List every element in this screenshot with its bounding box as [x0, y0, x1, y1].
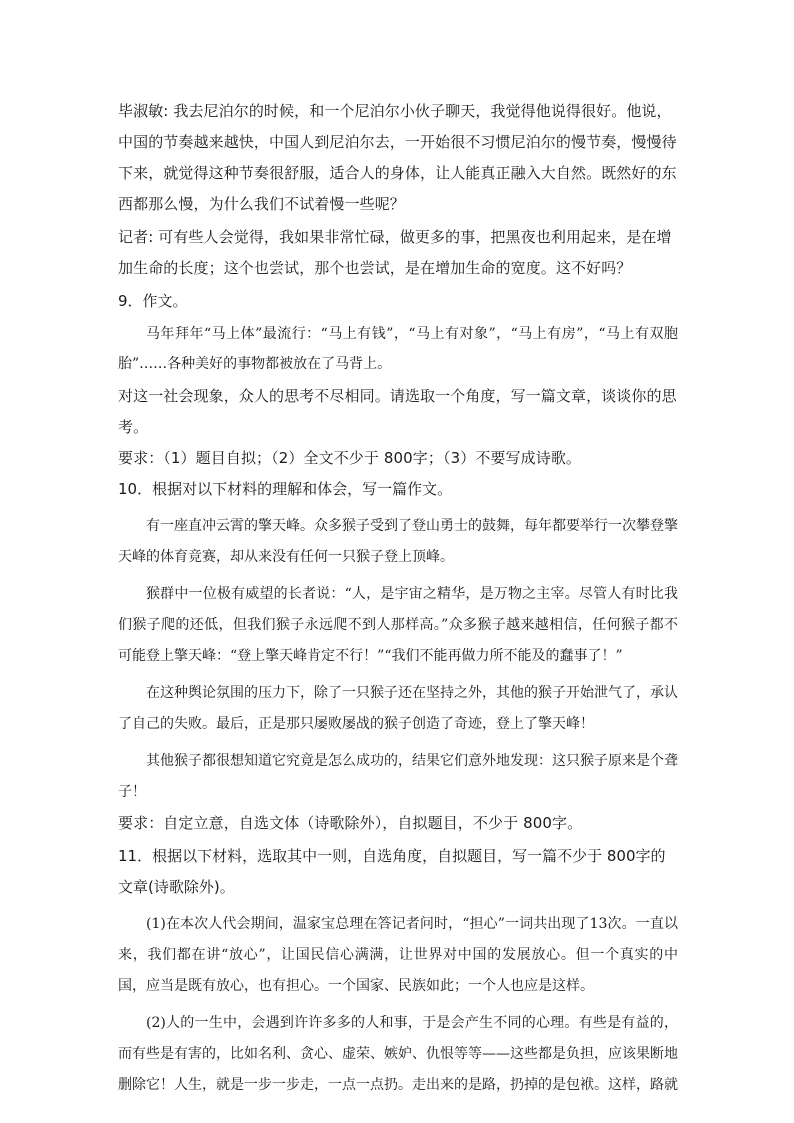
question-9-title: 9．作文。	[118, 292, 188, 310]
question-10-requirement: 要求：自定立意，自选文体（诗歌除外），自拟题目，不少于 800字。	[118, 814, 583, 832]
question-11-paragraph: (2)人的一生中，会遇到许许多多的人和事，于是会产生不同的心理。有些是有益的，而有些是有害的，比如名利、贪心、虚荣、嫉妒、仇恨等等——这些都是负担，应该果断地删除它！人生，就是一步一步走，一点一点扔。走出来的是路，扔掉的是包袱。这样，路就	[118, 1015, 678, 1093]
dialogue-reporter: 记者: 可有些人会觉得，我如果非常忙碌，做更多的事，把黑夜也利用起来，是在增加生命的长度；这个也尝试，那个也尝试，是在增加生命的宽度。这不好吗？	[118, 228, 672, 277]
question-9-requirement: 要求：（1）题目自拟；（2）全文不少于 800字；（3）不要写成诗歌。	[118, 449, 582, 467]
question-10-paragraph: 有一座直冲云霄的擎天峰。众多猴子受到了登山勇士的鼓舞，每年都要举行一次攀登擎天峰的体育竞赛，却从来没有任何一只猴子登上顶峰。	[118, 518, 678, 565]
question-9-material: 马年拜年“马上体”最流行：“马上有钱”，“马上有对象”，“马上有房”，“马上有双胞胎”……各种美好的事物都被放在了马背上。	[118, 326, 678, 372]
question-10-paragraph: 在这种舆论氛围的压力下，除了一只猴子还在坚持之外，其他的猴子开始泄气了，承认了自己的失败。最后，正是那只屡败屡战的猴子创造了奇迹，登上了擎天峰！	[118, 685, 678, 732]
question-11-paragraph: (1)在本次人代会期间，温家宝总理在答记者问时，“担心”一词共出现了13次。一直以来，我们都在讲“放心”，让国民信心满满，让世界对中国的发展放心。但一个真实的中国，应当是既有放心，也有担心。一个国家、民族如此；一个人也应是这样。	[118, 916, 678, 994]
question-10-paragraph: 其他猴子都很想知道它究竟是怎么成功的，结果它们意外地发现：这只猴子原来是个聋子！	[118, 753, 678, 800]
question-10-paragraph: 猴群中一位极有威望的长者说：“人，是宇宙之精华，是万物之主宰。尽管人有时比我们猴子爬的还低，但我们猴子永远爬不到人那样高。”众多猴子越来越相信，任何猴子都不可能登上擎天峰：“登上擎天峰肯定不行！”“我们不能再做力所不能及的蠢事了！”	[118, 586, 678, 664]
document-body	[118, 96, 678, 1101]
dialogue-bi: 毕淑敏: 我去尼泊尔的时候，和一个尼泊尔小伙子聊天，我觉得他说得很好。他说，中国的节奏越来越快，中国人到尼泊尔去，一开始很不习惯尼泊尔的慢节奏，慢慢待下来，就觉得这种节奏很舒服，适合人的身体，让人能真正融入大自然。既然好的东西都那么慢，为什么我们不试着慢一些呢？	[118, 102, 677, 213]
question-11-title: 11．根据以下材料，选取其中一则，自选角度，自拟题目，写一篇不少于 800字的文章(诗歌除外)。	[118, 847, 666, 896]
question-9-prompt: 对这一社会现象，众人的思考不尽相同。请选取一个角度，写一篇文章，谈谈你的思考。	[118, 387, 677, 436]
question-10-title: 10．根据对以下材料的理解和体会，写一篇作文。	[118, 480, 453, 498]
